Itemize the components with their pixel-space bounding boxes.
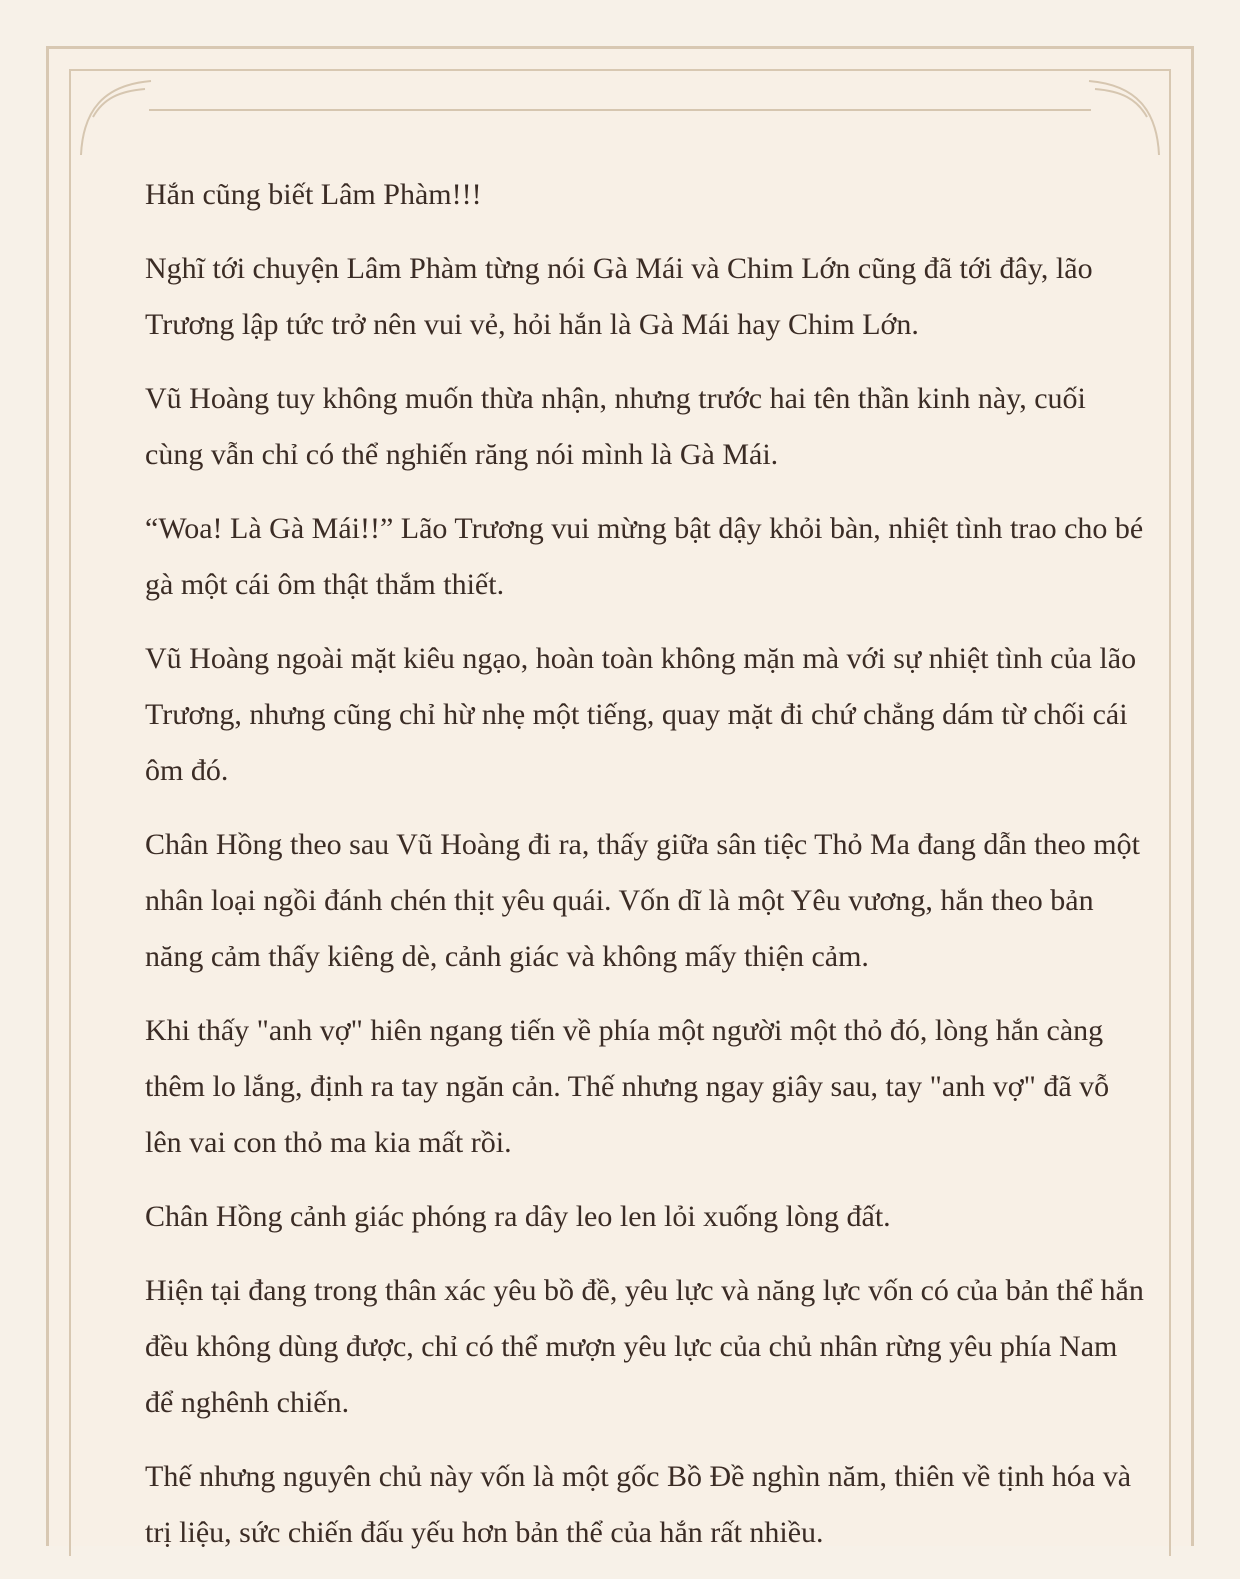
paragraph: Chân Hồng theo sau Vũ Hoàng đi ra, thấy giữa sân tiệc Thỏ Ma đang dẫn theo một nhân loại ngồi đánh chén thịt yêu quái. Vốn dĩ là một Yêu vương, hắn theo bản năng cảm thấy kiêng dè, cảnh giác và không mấy thiện cảm. xyxy=(145,828,1140,973)
paragraph: Hiện tại đang trong thân xác yêu bồ đề, yêu lực và năng lực vốn có của bản thể hắn đều không dùng được, chỉ có thể mượn yêu lực của chủ nhân rừng yêu phía Nam để nghênh chiến. xyxy=(145,1274,1144,1419)
corner-ornament-right xyxy=(1061,77,1161,157)
paragraph: Vũ Hoàng tuy không muốn thừa nhận, nhưng trước hai tên thần kinh này, cuối cùng vẫn chỉ có thể nghiến răng nói mình là Gà Mái. xyxy=(145,382,1086,471)
paragraph: Thế nhưng nguyên chủ này vốn là một gốc Bồ Đề nghìn năm, thiên về tịnh hóa và trị liệu, sức chiến đấu yếu hơn bản thể của hắn rất nhiều. xyxy=(145,1460,1132,1549)
paragraph: Vũ Hoàng ngoài mặt kiêu ngạo, hoàn toàn không mặn mà với sự nhiệt tình của lão Trương, nhưng cũng chỉ hừ nhẹ một tiếng, quay mặt đi chứ chẳng dám từ chối cái ôm đó. xyxy=(145,642,1137,787)
paragraph: Khi thấy "anh vợ" hiên ngang tiến về phía một người một thỏ đó, lòng hắn càng thêm lo lắng, định ra tay ngăn cản. Thế nhưng ngay giây sau, tay "anh vợ" đã vỗ lên vai con thỏ ma kia mất rồi. xyxy=(145,1014,1110,1159)
top-divider xyxy=(149,109,1091,111)
paragraph: Hắn cũng biết Lâm Phàm!!! xyxy=(145,178,482,211)
paragraph: “Woa! Là Gà Mái!!” Lão Trương vui mừng bật dậy khỏi bàn, nhiệt tình trao cho bé gà một cái ôm thật thắm thiết. xyxy=(145,512,1144,601)
paragraph: Nghĩ tới chuyện Lâm Phàm từng nói Gà Mái và Chim Lớn cũng đã tới đây, lão Trương lập tức trở nên vui vẻ, hỏi hắn là Gà Mái hay Chim Lớn. xyxy=(145,252,1093,341)
corner-ornament-left xyxy=(79,77,179,157)
inner-border xyxy=(69,69,1171,1556)
chapter-text xyxy=(145,167,1145,1579)
paragraph: Chân Hồng cảnh giác phóng ra dây leo len lỏi xuống lòng đất. xyxy=(145,1200,891,1233)
page-frame xyxy=(46,46,1194,1549)
